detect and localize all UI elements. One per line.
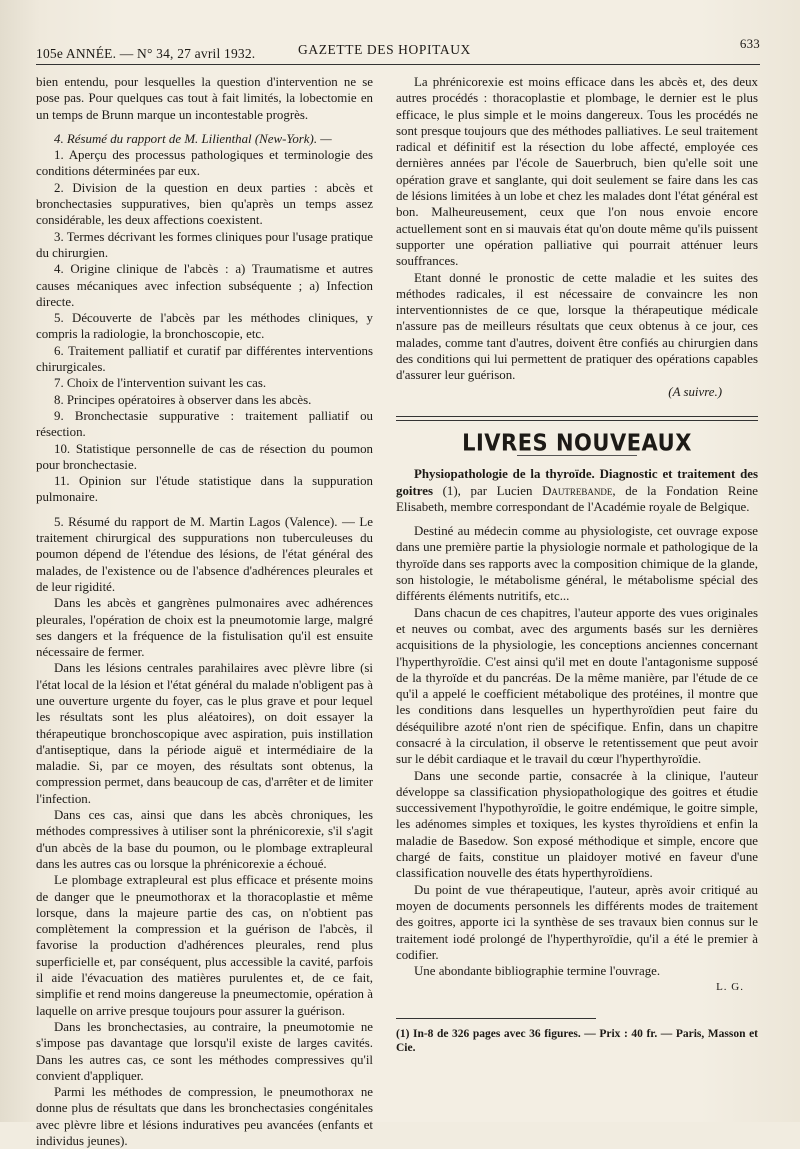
footnote: (1) In-8 de 326 pages avec 36 figures. — Prix : 40 fr. — Paris, Masson et Cie. bbox=[396, 1027, 758, 1054]
lilienthal-list bbox=[36, 147, 373, 506]
reviewer-initials: L. G. bbox=[716, 981, 744, 994]
section-title: LIVRES NOUVEAUX bbox=[462, 429, 692, 457]
issue-info: 105e ANNÉE. — N° 34, 27 avril 1932. bbox=[36, 46, 256, 61]
book-title: Physiopathologie de la thyroïde. Diagnostic et traitement des goitres bbox=[396, 467, 758, 498]
paragraph: bien entendu, pour lesquelles la question d'intervention ne se pose pas. Pour quelques cas tout à fait limités, la lobectomie en un temps de Brunn marque un incontestable progrès. bbox=[36, 75, 373, 122]
page-header bbox=[36, 36, 760, 60]
paragraph: Dans les lésions centrales parahilaires avec plèvre libre (si l'état local de la lésion et l'état général du malade n'obligent pas à une ouverture urgente du foyer, cas le plus grave et pour lequel les résultats sont les plus aléatoires), on doit essayer la thérapeutique bronchoscopique avec aspiration, puis instillation d'antiseptique, dans la période aiguë et intermédiaire de la maladie. Si, par ce moyen, des résultats sont obtenus, la compression permet, dans beaucoup de cas, d'arrêter et de limiter l'infection. bbox=[36, 661, 373, 806]
list-item: 5. Découverte de l'abcès par les méthodes cliniques, y compris la radiologie, la bronchoscopie, etc. bbox=[36, 311, 373, 342]
paragraph: Dans une seconde partie, consacrée à la clinique, l'auteur développe sa classification physiopathologique des goitres et étudie successivement l'hypothyroïdie, le goitre endémique, le goitre simple, les adénomes simples et toxiques, les kystes thyroïdiens et enfin la maladie de Basedow. Son exposé méthodique et simple, encore que chargé de faits, constitue un plaidoyer motivé en faveur d'une classification nouvelle des états hyperthyroïdiens. bbox=[396, 768, 758, 881]
paragraph: Dans les bronchectasies, au contraire, la pneumotomie ne s'impose pas davantage que lorsqu'il existe de larges cavités. Dans les autres cas, ce sont les méthodes compressives qu'il convient d'appliquer. bbox=[36, 1019, 373, 1083]
to-be-continued: (A suivre.) bbox=[668, 384, 722, 399]
paragraph: Dans les abcès et gangrènes pulmonaires avec adhérences pleurales, l'opération de choix est la pneumotomie large, malgré ses dangers et la fréquence de la fistulisation qu'il est ensuite nécessaire de fermer. bbox=[36, 596, 373, 660]
book-affiliation: , de la Fondation Reine Elisabeth, membre correspondant de l'Académie royale de Belgique. bbox=[396, 483, 758, 514]
list-item: 10. Statistique personnelle de cas de résection du poumon pour bronchectasie. bbox=[36, 441, 373, 472]
paragraph: Etant donné le pronostic de cette maladie et les suites des méthodes radicales, il est nécessaire de convaincre les non interventionnistes de ce que, lorsque la thérapeutique médicale n'assure pas de meilleurs résultats que ceux obtenus à ce jour, ces malades, comme tant d'autres, doivent être confiés au chirurgien dans des conditions qui lui permettent de pratiquer des opérations capables d'assurer leur guérison. bbox=[396, 270, 758, 383]
list-item: 6. Traitement palliatif et curatif par différentes interventions chirurgicales. bbox=[36, 343, 373, 375]
journal-title: GAZETTE DES HOPITAUX bbox=[298, 42, 471, 57]
book-author: Dautrebande bbox=[542, 483, 613, 498]
paragraph: Destiné au médecin comme au physiologiste, cet ouvrage expose dans une première partie la physiologie normale et pathologique de la thyroïde dans ses rapports avec la composition chimique de la glande, son histologie, le métabolisme général, le métabolisme spécial des différents éléments nutritifs, etc... bbox=[396, 524, 758, 604]
section-separator bbox=[396, 416, 758, 421]
paragraph: Une abondante bibliographie termine l'ouvrage. bbox=[414, 964, 661, 979]
list-item: 1. Aperçu des processus pathologiques et terminologie des conditions déterminées par eux. bbox=[36, 148, 373, 179]
lagos-summary: 5. Résumé du rapport de M. Martin Lagos (Valence). — Le traitement chirurgical des suppurations non tuberculeuses du poumon dépend de l'étendue des lésions, de l'état général des malades, de l'existence ou de l'absence d'adhérences pleurales et de leur rigidité. bbox=[36, 514, 373, 594]
list-item: 9. Bronchectasie suppurative : traitement palliatif ou résection. bbox=[36, 408, 373, 440]
list-item: 4. Origine clinique de l'abcès : a) Traumatisme et autres causes mécaniques avec infection subséquente ; a) Infection directe. bbox=[36, 262, 373, 309]
footnote-rule bbox=[396, 1018, 596, 1019]
paragraph: Dans ces cas, ainsi que dans les abcès chroniques, les méthodes compressives à utiliser sont la phrénicorexie, s'il s'agit d'un abcès de la base du poumon, ou le plombage extrapleural dans les autres cas ou lorsque la phrénicorexie a échoué. bbox=[36, 808, 373, 871]
right-column bbox=[396, 74, 758, 1055]
list-item: 7. Choix de l'intervention suivant les cas. bbox=[54, 376, 267, 391]
header-rule bbox=[36, 64, 760, 65]
paragraph: Parmi les méthodes de compression, le pneumothorax ne donne plus de résultats que dans les bronchectasies congénitales avec plèvre libre et lésions induratives peu avancées (enfants et individus jeunes). bbox=[36, 1085, 373, 1148]
paragraph: Dans chacun de ces chapitres, l'auteur apporte des vues originales et neuves ou combat, avec des arguments basés sur les dernières acquisitions de la physiologie, les conceptions anciennes concernant l'hyperthyroïdie. C'est ainsi qu'il met en doute l'antagonisme supposé de la thyroïde et du pancréas. De la même manière, par l'étude de ce qu'il a appelé le coefficient métabolique des protéines, il montre que les conditions dans lesquelles un hyperthyroïdien peut faire du déséquilibre azoté n'ont rien de spécifique. Enfin, dans un chapitre consacré à la circulation, il observe le retentissement que peut avoir sur le débit cardiaque et le travail du cœur l'hyperthyroïdie. bbox=[396, 605, 758, 767]
list-item: 2. Division de la question en deux parties : abcès et bronchectasies suppuratives, bien qu'après un temps assez considérable, les deux affections coexistent. bbox=[36, 180, 373, 228]
list-item: 11. Opinion sur l'étude statistique dans la suppuration pulmonaire. bbox=[36, 474, 373, 505]
left-column bbox=[36, 74, 373, 1149]
book-ref-text: (1), par Lucien bbox=[433, 483, 543, 498]
page-number: 633 bbox=[739, 36, 760, 51]
lilienthal-summary-heading: 4. Résumé du rapport de M. Lilienthal (New-York). — bbox=[54, 131, 332, 146]
paragraph: Le plombage extrapleural est plus efficace et présente moins de danger que le pneumothorax et la thoracoplastie et même lorsque, dans la majeure partie des cas, on n'obtient pas complètement la compression et la guérison de l'abcès, il favorise la production d'adhérences pleurales, rend plus superficielle et, par conséquent, plus accessible la cavité, parfois il aide l'évacuation des matières purulentes et, de ce fait, simplifie et rend moins dangereuse la pneumectomie, opération à laquelle on arrive presque toujours pour assurer la guérison. bbox=[36, 873, 373, 1018]
book-reference bbox=[396, 466, 758, 515]
paragraph: La phrénicorexie est moins efficace dans les abcès et, des deux autres procédés : thoracoplastie et plombage, le dernier est le plus efficace, le plus simple et le moins dangereux. Tous les procédés ne sont presque toujours que des méthodes palliatives. Le seul traitement radical et définitif est la résection du lobe affecté, employée ces dernières années par l'école de Sauerbruch, bien qu'elle soit une opération grave et sanglante, qui doit seulement se faire dans les cas de lésions limitées à un lobe et chez les malades dont l'état général est bon. Malheureusement, ceux que l'on nous envoie encore actuellement sont en si mauvais état qu'on doute même qu'ils puissent supporter une opération palliative qui pourrait atténuer leurs souffrances. bbox=[396, 75, 758, 269]
paragraph: Du point de vue thérapeutique, l'auteur, après avoir critiqué au moyen de documents personnels les différents modes de traitement des goitres, apporte ici la synthèse de ses travaux bien connus sur le traitement iodé prolongé de l'hyperthyroïdie, qu'il a été le premier à codifier. bbox=[396, 882, 758, 962]
list-item: 8. Principes opératoires à observer dans les abcès. bbox=[54, 392, 312, 407]
list-item: 3. Termes décrivant les formes cliniques pour l'usage pratique du chirurgien. bbox=[36, 229, 373, 260]
